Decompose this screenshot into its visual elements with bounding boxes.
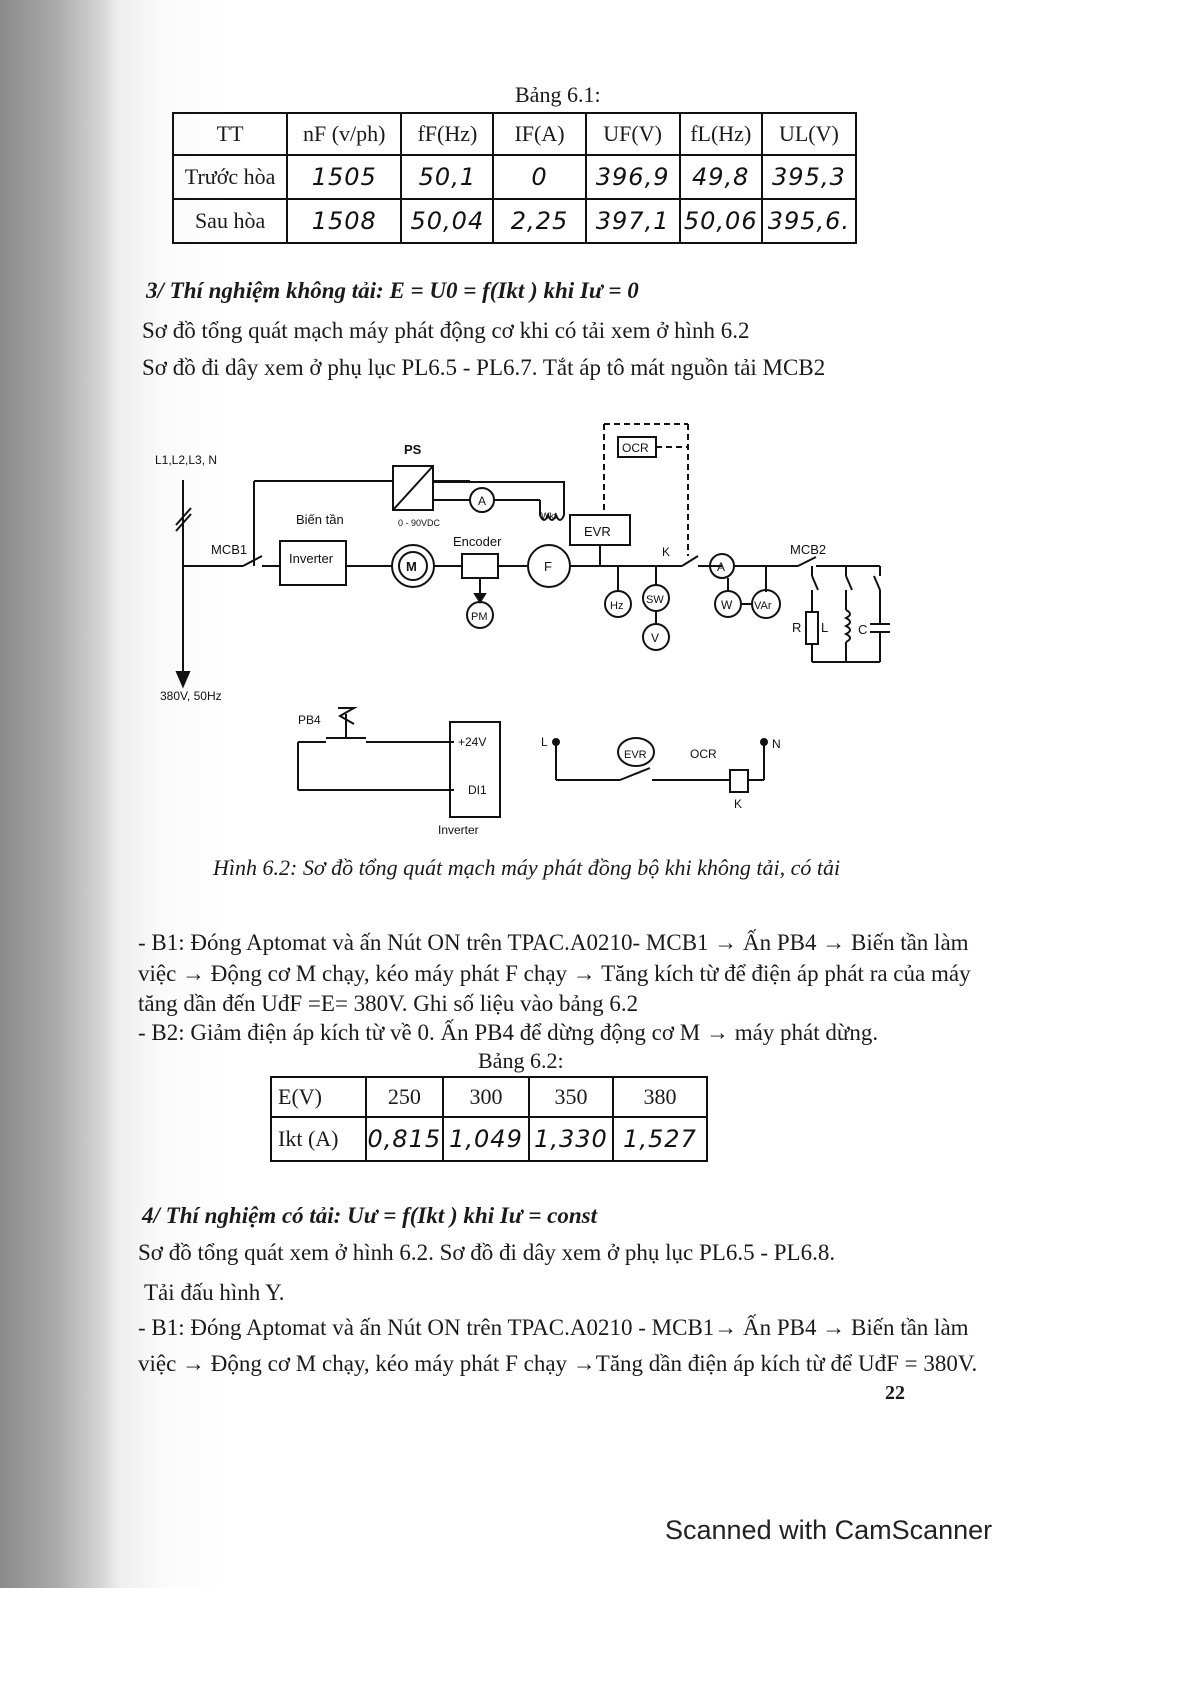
k-coil [730,770,748,792]
table1-cell: 1505 [287,155,401,199]
inverter-label: Inverter [289,551,334,566]
table2-header-cell: 350 [529,1077,613,1117]
pm-label: PM [471,611,488,623]
section4-line2: Tải đấu hình Y. [144,1280,285,1305]
k-label: K [662,545,671,559]
table2-header-cell: 300 [443,1077,529,1117]
ps-diagonal [393,466,433,510]
encoder-label: Encoder [453,534,502,549]
inverter-caption: Biến tần [296,512,344,527]
v-label: V [651,631,660,645]
k2-label: K [734,797,743,811]
scan-background-bottom [0,1588,1191,1685]
table1-cell: 50,04 [401,199,493,243]
table1-cell: 0 [493,155,585,199]
l-phase-label: L [541,735,548,749]
table2-cell: 1,049 [443,1117,529,1161]
di1-label: DI1 [468,783,487,797]
table2-cell: 0,815 [366,1117,444,1161]
load-switch [874,576,880,590]
section4-b1-line1: - B1: Đóng Aptomat và ấn Nút ON trên TPAC.A0210 - MCB1→ Ấn PB4 → Biến tần làm [138,1315,969,1340]
encoder-box [462,554,498,578]
table2-header-cell: 380 [613,1077,707,1117]
table1-cell: 50,1 [401,155,493,199]
section4-b1-line2: việc → Động cơ M chạy, kéo máy phát F chạy →Tăng dần điện áp kích từ để UđF = 380V. [138,1351,978,1376]
section4-line1: Sơ đồ tổng quát xem ở hình 6.2. Sơ đồ đi dây xem ở phụ lục PL6.5 - PL6.8. [138,1240,836,1265]
ocr2-label: OCR [690,747,717,761]
step-b2: - B2: Giảm điện áp kích từ về 0. Ấn PB4 để dừng động cơ M → máy phát dừng. [138,1020,879,1045]
wkt-label: Wkt [541,511,557,521]
table1-cell: 395,3 [762,155,856,199]
table1-cell: 397,1 [586,199,680,243]
section4-heading: 4/ Thí nghiệm có tải: Uư = f(Ikt ) khi Iư = const [142,1203,598,1228]
table1-cell: 49,8 [680,155,762,199]
motor-label: M [406,559,417,574]
mcb1-switch [243,556,262,566]
table1-cell: 395,6. [762,199,856,243]
table1-cell: 1508 [287,199,401,243]
var-label: VAr [754,600,772,612]
resistor [806,612,818,644]
table2-header-cell: 250 [366,1077,444,1117]
load-switch [846,576,852,590]
encoder-arrow [475,594,485,602]
source-label: L1,L2,L3, N [155,453,218,467]
table1-header-cell: UL(V) [762,113,856,155]
step-b1-line2: việc → Động cơ M chạy, kéo máy phát F chạy → Tăng kích từ để điện áp phát ra của máy [138,961,971,986]
section3-line1: Sơ đồ tổng quát mạch máy phát động cơ khi có tải xem ở hình 6.2 [142,318,750,343]
table1-cell: 2,25 [493,199,585,243]
table1-caption: Bảng 6.1: [515,82,601,107]
ocr-label: OCR [622,441,649,455]
relay-terminal [553,739,559,745]
table1-header-cell: TT [173,113,287,155]
table1-header-cell: fL(Hz) [680,113,762,155]
figure-caption: Hình 6.2: Sơ đồ tổng quát mạch máy phát đồng bộ khi không tải, có tải [213,855,841,880]
load-ammeter-label: A [717,560,726,574]
pb4-label: PB4 [298,713,321,727]
table1-header-cell: nF (v/ph) [287,113,401,155]
inverter2-label: Inverter [438,823,479,837]
evr-contact [620,768,650,780]
mcb1-label: MCB1 [211,542,248,557]
step-b1-line3: tăng dần đến UđF =E= 380V. Ghi số liệu vào bảng 6.2 [138,991,639,1016]
table1-row-label: Trước hòa [173,155,287,199]
l-label: L [821,620,829,635]
table1-cell: 396,9 [586,155,680,199]
ammeter-label: A [478,494,487,508]
w-label: W [721,598,733,612]
source-arrow [177,672,189,686]
hz-label: Hz [610,600,624,612]
r-label: R [792,620,802,635]
section3-heading: 3/ Thí nghiệm không tải: E = U0 = f(Ikt ) khi Iư = 0 [146,278,639,303]
k-switch [682,556,698,566]
table1-header-cell: fF(Hz) [401,113,493,155]
evr2-label: EVR [624,749,647,761]
table2-caption: Bảng 6.2: [478,1048,564,1073]
evr-label: EVR [584,524,611,539]
supply-label: 380V, 50Hz [160,689,222,703]
mcb2-switch [798,557,816,566]
inductor [846,610,850,642]
step-b1-line1: - B1: Đóng Aptomat và ấn Nút ON trên TPAC.A0210- MCB1 → Ấn PB4 → Biến tần làm [138,930,969,955]
table1-header-cell: UF(V) [586,113,680,155]
table1-row-label: Sau hòa [173,199,287,243]
mcb2-label: MCB2 [790,542,827,557]
n-phase-label: N [772,737,781,751]
table2-cell: 1,527 [613,1117,707,1161]
table2-row-label: Ikt (A) [271,1117,366,1161]
table1-cell: 50,06 [680,199,762,243]
sw-label: SW [646,594,664,606]
table2-header-cell: E(V) [271,1077,366,1117]
table1-header-cell: IF(A) [493,113,585,155]
camscanner-watermark: Scanned with CamScanner [665,1515,993,1545]
ps-label: PS [404,442,422,457]
plus24v-label: +24V [458,735,487,749]
page-number: 22 [885,1382,905,1404]
section3-line2: Sơ đồ đi dây xem ở phụ lục PL6.5 - PL6.7. Tắt áp tô mát nguồn tải MCB2 [142,355,826,380]
table-6-2 [270,1076,708,1162]
dc-range-label: 0 - 90VDC [398,518,441,528]
load-switch [812,576,818,590]
relay-terminal [761,739,767,745]
table2-header-row [271,1077,707,1117]
table-row [271,1117,707,1161]
generator-label: F [544,559,552,574]
table2-cell: 1,330 [529,1117,613,1161]
c-label: C [858,622,868,637]
